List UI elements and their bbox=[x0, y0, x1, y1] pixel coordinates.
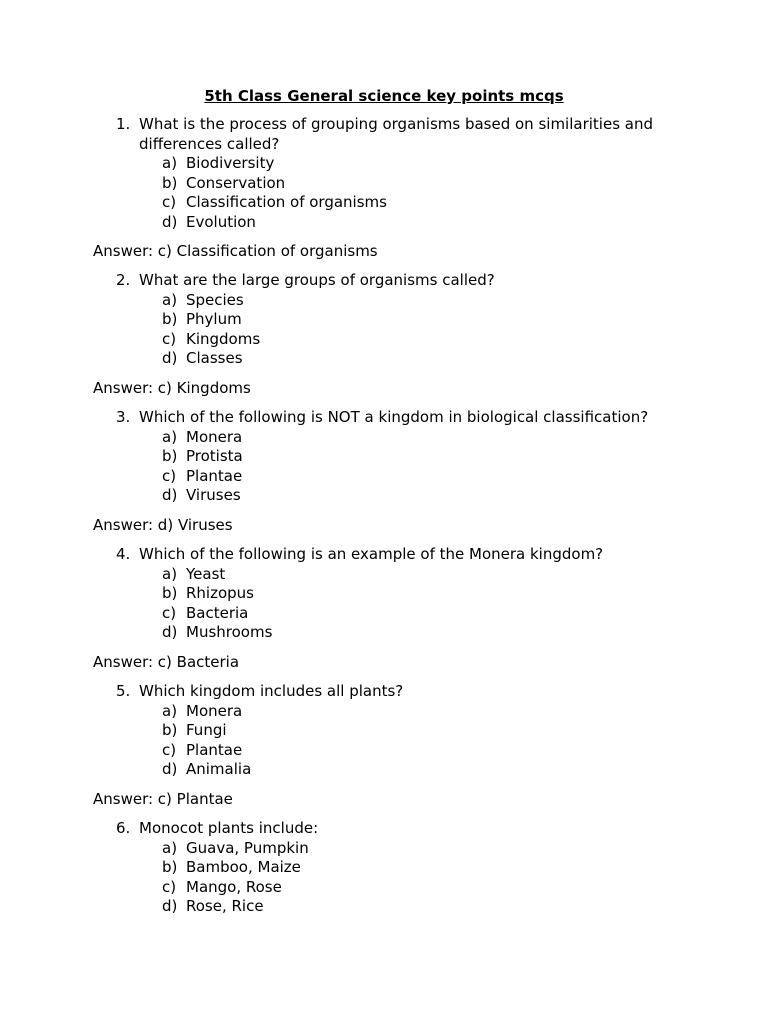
option-text: Evolution bbox=[186, 212, 256, 231]
option-letter: b) bbox=[162, 310, 178, 329]
option-text: Plantae bbox=[186, 466, 243, 485]
option-letter: d) bbox=[162, 486, 178, 505]
option-item bbox=[0, 565, 768, 585]
option-text: Rhizopus bbox=[186, 584, 254, 603]
option-letter: b) bbox=[162, 173, 178, 192]
option-item bbox=[0, 447, 768, 467]
answer-line: Answer: c) Classification of organisms bbox=[93, 242, 378, 260]
answer-line: Answer: d) Viruses bbox=[93, 516, 233, 534]
question-label: Which kingdom includes all plants? bbox=[139, 682, 404, 700]
option-item bbox=[0, 897, 768, 917]
option-letter: a) bbox=[162, 701, 178, 720]
option-letter: b) bbox=[162, 447, 178, 466]
question-block bbox=[0, 408, 768, 506]
option-item bbox=[0, 702, 768, 722]
option-item bbox=[0, 623, 768, 643]
question-block bbox=[0, 819, 768, 917]
option-item bbox=[0, 174, 768, 194]
question-text bbox=[0, 408, 768, 428]
option-text: Rose, Rice bbox=[186, 897, 264, 916]
option-text: Phylum bbox=[186, 310, 242, 329]
option-item bbox=[0, 349, 768, 369]
option-item bbox=[0, 193, 768, 213]
answer-line: Answer: c) Bacteria bbox=[93, 653, 240, 671]
option-text: Plantae bbox=[186, 740, 243, 759]
option-text: Yeast bbox=[186, 564, 226, 583]
question-number: 3. bbox=[116, 408, 131, 426]
option-item bbox=[0, 584, 768, 604]
option-text: Classification of organisms bbox=[186, 193, 387, 212]
option-item bbox=[0, 858, 768, 878]
option-letter: a) bbox=[162, 290, 178, 309]
question-label: Monocot plants include: bbox=[139, 819, 319, 837]
option-item bbox=[0, 330, 768, 350]
question-number: 2. bbox=[116, 271, 131, 289]
question-text bbox=[0, 682, 768, 702]
option-text: Guava, Pumpkin bbox=[186, 838, 309, 857]
option-letter: a) bbox=[162, 427, 178, 446]
option-letter: b) bbox=[162, 858, 178, 877]
option-letter: c) bbox=[162, 877, 177, 896]
option-letter: d) bbox=[162, 760, 178, 779]
option-text: Monera bbox=[186, 427, 243, 446]
option-item bbox=[0, 213, 768, 233]
option-letter: b) bbox=[162, 721, 178, 740]
option-text: Fungi bbox=[186, 721, 227, 740]
option-letter: c) bbox=[162, 193, 177, 212]
question-text bbox=[0, 115, 768, 154]
question-block bbox=[0, 682, 768, 780]
option-text: Bamboo, Maize bbox=[186, 858, 301, 877]
option-letter: d) bbox=[162, 349, 178, 368]
question-label: Which of the following is an example of the Monera kingdom? bbox=[139, 545, 604, 563]
option-letter: c) bbox=[162, 466, 177, 485]
option-text: Kingdoms bbox=[186, 329, 261, 348]
option-text: Classes bbox=[186, 349, 243, 368]
question-block bbox=[0, 115, 768, 233]
question-number: 4. bbox=[116, 545, 131, 563]
option-text: Species bbox=[186, 290, 244, 309]
option-text: Bacteria bbox=[186, 603, 249, 622]
option-letter: b) bbox=[162, 584, 178, 603]
answer-line: Answer: c) Plantae bbox=[93, 790, 233, 808]
question-number: 6. bbox=[116, 819, 131, 837]
answer-line: Answer: c) Kingdoms bbox=[93, 379, 251, 397]
question-number: 5. bbox=[116, 682, 131, 700]
option-item bbox=[0, 839, 768, 859]
question-label: Which of the following is NOT a kingdom in biological classification? bbox=[139, 408, 649, 426]
question-block bbox=[0, 545, 768, 643]
option-item bbox=[0, 741, 768, 761]
option-text: Protista bbox=[186, 447, 243, 466]
option-text: Monera bbox=[186, 701, 243, 720]
option-item bbox=[0, 760, 768, 780]
option-text: Viruses bbox=[186, 486, 241, 505]
option-letter: c) bbox=[162, 603, 177, 622]
option-text: Mango, Rose bbox=[186, 877, 282, 896]
option-text: Mushrooms bbox=[186, 623, 273, 642]
option-letter: a) bbox=[162, 564, 178, 583]
question-label: What is the process of grouping organisms based on similarities and differences called? bbox=[139, 115, 653, 153]
question-block bbox=[0, 271, 768, 369]
option-text: Conservation bbox=[186, 173, 286, 192]
question-text bbox=[0, 545, 768, 565]
option-text: Animalia bbox=[186, 760, 252, 779]
option-item bbox=[0, 721, 768, 741]
page-title: 5th Class General science key points mcqs bbox=[204, 87, 564, 105]
option-item bbox=[0, 604, 768, 624]
option-item bbox=[0, 486, 768, 506]
option-text: Biodiversity bbox=[186, 154, 275, 173]
question-text bbox=[0, 819, 768, 839]
question-number: 1. bbox=[116, 115, 131, 133]
option-letter: d) bbox=[162, 897, 178, 916]
option-item bbox=[0, 310, 768, 330]
question-label: What are the large groups of organisms called? bbox=[139, 271, 495, 289]
option-letter: a) bbox=[162, 154, 178, 173]
option-letter: a) bbox=[162, 838, 178, 857]
option-letter: c) bbox=[162, 740, 177, 759]
option-letter: d) bbox=[162, 212, 178, 231]
option-item bbox=[0, 291, 768, 311]
option-letter: d) bbox=[162, 623, 178, 642]
question-text bbox=[0, 271, 768, 291]
option-item bbox=[0, 467, 768, 487]
option-item bbox=[0, 428, 768, 448]
option-item bbox=[0, 878, 768, 898]
option-letter: c) bbox=[162, 329, 177, 348]
option-item bbox=[0, 154, 768, 174]
